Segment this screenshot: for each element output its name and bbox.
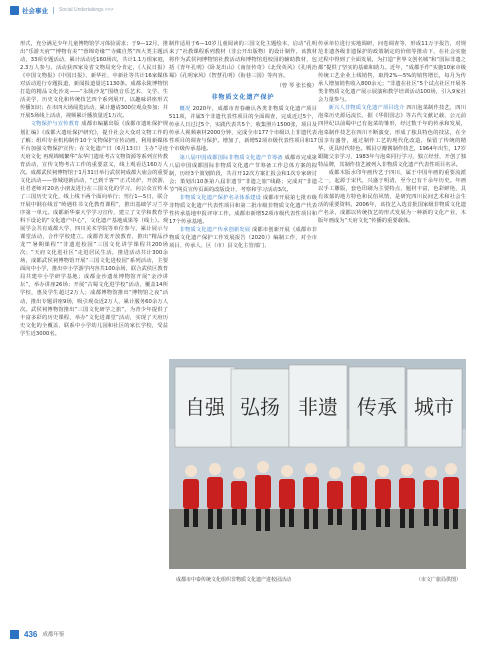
header-square-icon <box>10 6 19 15</box>
header-title: 社会事业 <box>22 6 48 15</box>
event-photo <box>169 359 466 569</box>
author-byline: （曾 琴 张长俊） <box>276 83 317 90</box>
subsection-heading: 新兴人非物质文化遗产项目选介 <box>328 105 405 112</box>
subsection-heading: 第八届中国成都国际非物质文化遗产节筹备 <box>179 154 283 161</box>
footer-square-icon <box>10 630 19 639</box>
column-2 <box>169 40 317 250</box>
subsection-heading: 非物质文化遗产传承创新发展 <box>179 226 251 233</box>
publication-name: 成都年鉴 <box>42 632 65 638</box>
subsection-heading: 非物质文化遗产保护名录体系建设 <box>179 194 262 201</box>
photo-credit: （市文广旅局供图） <box>415 577 461 583</box>
column-1 <box>20 40 168 338</box>
subsection-text: 成都市开展第七批市级非物质文化遗产代表性项目和第二批市级非物质文化遗产代表性传承基地申报评审工作。成都市新增52项市级代表性项目和17个传承基地。 <box>169 194 317 225</box>
subsection-preservation <box>20 120 168 337</box>
subsection-projects <box>318 104 466 168</box>
event-photo-illustration <box>169 359 466 569</box>
header-divider <box>53 7 54 14</box>
subsection-catalog <box>169 194 317 226</box>
photo-caption <box>176 576 461 583</box>
banner-text: 自强 <box>185 395 225 419</box>
column-3 <box>318 40 466 225</box>
subsection-overview <box>169 105 317 153</box>
page-header <box>10 4 114 16</box>
subsection-heading: 概况 <box>179 106 191 113</box>
banner-text: 城市 <box>414 395 454 419</box>
paragraph: 成都木版水印年画传艺于四川，属于中国年画的重要流派之一，起源于宋代，兴盛于明清，至今已有千余年历史。年画以手工雕版，套色印刷为主要特点，题材丰富，色彩鲜艳，具有浓郁的地方特色和民俗风情，是研究四川民间艺术和社会生活的重要资料。2006年，该技艺入选首批国家级非物质文化遗产名录，成都以传统技艺的形式发展为一种新的文化产业，木版年画成为“天府文化”传播的重要载体。 <box>318 169 466 225</box>
subsection-text: 成都市编纂出版《成都市遗址保护规划汇编》《成都大遗址保护研究》，提升社会大众对文物工作的了解；组织专业机构制作10个文物保护宣传动画，利用新媒体平台加强文物保护宣传；在文化遗产日（6月13日）主办“寻迹天府文化 再现锦城繁华”东华门遗址考古文物资源等系列宣传教育活动，宣传文物考古工作的重要意义，线上观看达160万人次。成都武侯祠博物馆于1月31日举行武侯祠成都大庙会的重要文化活动——蓉城迎新活动，“已到千客”“正式出炉，开放游，社君老师对20名小朋友进行在三国文化的学习，向公众宣传本了三国历史文化，线上线下两个面向举行；刊行1—5日，联合开展中钢在线首“岭遇柱书文化教育课程”，推出基础学习兰亭序第一单元。成都新华秦大学学习宣传，建立了文学和教育学科下设论的“文化遗产中心”，文化遗产基地成果等（线上）。观展学会共有成都大学、四川美术学院等单位参与，累计展示与课堂活动，合作学校建立。成都青龙开放教育，推出“精品沙龙”“暑期课程”“非遗进校园”三国文化讲学课程共200场次；“天府文化进社区”走进居民生活，推进活动共计300余场，成都武侯祠博物馆开展“三国文化进校园”系列活动，主要面向中小学，推出中小学游学内容共100余场，联合武侯区教育局共建中小学研学基地；成都金沙遗址博物馆开展“金沙讲坛”，举办讲座26场；开展“古蜀文化进学校”活动，覆盖14所学校，惠及学生超过2万人；成都博物馆推出“博物馆之夜”活动，推出专题讲座9场，吸引观众近2万人，累计服务60余万人次。武侯祠博物馆推出“三国文化研学之旅”，为青少年提供了丰富多彩的历史课程，举办“文化进课堂”活动，实现了天府历史文化的全覆盖，联系中小学幼儿园和社区的家长学校，受益学生近3000名。 <box>20 121 168 337</box>
subsection-festival <box>169 154 317 194</box>
banner-text: 传承 <box>357 395 397 419</box>
subsection-text: 成都市完成第八届中国成都国际非物质文化遗产节筹备工作总体方案的拟制，历经3个策划阶段，共召开12次方案汇报会和1次专家研讨会；策划出10条第八届非遗节“非遗之旅”线路；完成对“非遗节”网页宣传页面的改版设计，考察和学习活动3次。 <box>169 154 317 193</box>
paragraph: 制作适用于6—10岁儿童阅读的三国文化主题绘本，启动“孔明来了”社教课程系列教材（非公开出版物）的设计制作，该教材将作为武侯祠博物馆社教活动和博物馆进校园的辅助教材，包括《青年孔明》《卧龙出山》《南征传奇》《北伐英风》《孔明治蜀》《孔明家风》《智慧孔明》《衔巷三国》等内容。 <box>169 41 317 80</box>
subsection-text: 2020年，成都市青春确认各类非物质文化遗产项目511项，并属5个非遗代表性项目的全面调查，完成近过5个，传承人日过过5个，实践代表共5个，收集照片1500张，项目及传承人视频素材2000分钟，完成全市177个市级以上非遗代表性项目的调查与保护。增加了，新增52项市级代表性项目和17个市级传承基地。 <box>169 106 317 153</box>
subsection-text: 四川泡菜制作技艺，四川泡菜历史源远流长，据《华阳国志》等古代文献记载，公元前四世纪以前蜀中已有泡菜的雏形，经过数千年的传承和发展，泡菜制作技艺在四川不断演变，形成了独具特色的技法，在全国享有盛誉，通过制作工艺的现代化改造，保留了传统的精华，更具时代特色。郫县豆瓣酱制作技艺，1964年出生，17岁跟随父亲学习，1983年与泡菜同行学习，独立经营，开创了独特品牌，其制作技艺被列入非物质文化遗产代表性项目名录。 <box>318 105 466 168</box>
paragraph: 传承单位进行实地调研，问卷调查等，形成11万字报告，对规范非遗各级非遗保护的政策制定的价值等推动下，在社会实施过程中得到了全面发展，为打造“世界文创名城”和“国际非遗之都”提供了坚实的基础和助力。近年，“成都手作”实施10家市级传统工艺企业上线销售，取得2%—5%的销售增长，每月为传承人增加销售收入800余元；“非遗在社区”5个试点社区开展各类非物质文化遗产展示展演和教学培训活动100场，引入9家社会力量参与。 <box>318 41 466 104</box>
header-subtitle: Social Undertakings >>> <box>59 7 114 13</box>
page-footer <box>10 627 64 641</box>
paragraph: 形式，充分满足少年儿童博物馆学习体验需求；于9—12月，推出“乐游天府”“博物有美”“蓉锦奇缘”“寺藏自然”四大类主题活动，33项专题活动，累计活动近160场次，共计1.1万组家庭，2.3万人参与。活动获四家及省文物局充分肯定，《人民日报》《中国文物报》《中国日报》、新华社、中新社等共计16家媒体对活动进行专题报道，新闻报道量达1130条。成都永陵博物馆打造的精品文化沙龙——“永陵沙龙”围绕音乐艺术、文学、生活美学、历史文化和传统技艺四个系列展开，以趣味讲座形式传播知识；在市四大场阅览活动，累计邀请300位观众参加；并开展5场线上活动，视频累计播放量近1万次。 <box>20 41 168 120</box>
page-number: 436 <box>24 629 38 639</box>
subsection-text: 成都市创新开展《成都市非物质文化遗产保护工作发展报告（2020）》编制工作，对全市项目、传承人、区（市）县文化主管部门、 <box>169 226 317 250</box>
subsection-innovation <box>169 226 317 250</box>
caption-text: 成都市中泰传统文化组织非物质文化遗产进校园活动 <box>176 577 292 583</box>
banner-text: 非遗 <box>298 395 338 419</box>
banner-text: 弘扬 <box>240 395 280 419</box>
subsection-heading: 文物保护与宣传教育 <box>30 121 80 128</box>
section-title: 非物质文化遗产保护 <box>211 94 275 102</box>
